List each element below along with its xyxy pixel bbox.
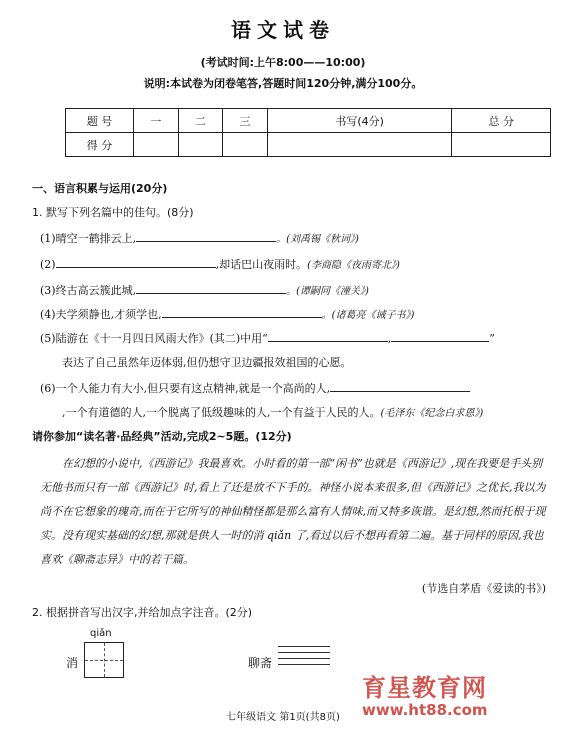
- item-text: ”: [489, 332, 495, 345]
- score-input-cell[interactable]: [267, 133, 451, 157]
- answer-blank[interactable]: [56, 256, 216, 268]
- watermark-url: www.ht88.com: [362, 701, 488, 719]
- score-row-label: 得 分: [66, 133, 134, 157]
- score-table: [65, 108, 551, 157]
- item-text: (3)终古高云簇此城,: [40, 284, 137, 297]
- item-text: (4)夫学须静也,才须学也,: [40, 308, 162, 321]
- item-text: ,: [387, 332, 392, 345]
- item-text: ,一个有道德的人,一个脱离了低级趣味的人,一个有益于人民的人。: [62, 406, 381, 419]
- recitation-item-6-cont: [62, 404, 483, 420]
- passage-paragraph: 在幻想的小说中,《西游记》我最喜欢。小时看的第一部“闲书”也就是《西游记》,现在我要是手头别无他书而只有一部《西游记》时,看上了还是放不下手的。神怪小说本来很多,但《西游记》之优长,我以为尚不在它想象的瑰奇,而在于它所写的神仙精怪都是那么富有人情味,而又特多诙谐。是幻想,然而托根于现实。没有现实基础的幻想,那就是供人一时的消 qiǎn 了,看过以后不想再看第二遍。基于同样的原因,我也喜欢《聊斋志异》中的若干篇。: [40, 457, 546, 566]
- page-footer: 七年级语文 第1页(共8页): [226, 712, 340, 723]
- item-text: (1)晴空一鹤排云上,: [40, 232, 137, 245]
- section-title: 一、语言积累与运用(20分): [32, 182, 168, 195]
- score-table-cell: 一: [134, 109, 179, 133]
- score-table-cell: 二: [178, 109, 223, 133]
- word-prefix: 消: [66, 656, 79, 670]
- answer-blank[interactable]: [162, 306, 322, 318]
- activity-title: 请你参加“读名著·品经典”活动,完成2~5题。(12分): [32, 430, 292, 443]
- item-source: 。(谭嗣同《潼关》): [286, 286, 369, 297]
- answer-blank[interactable]: [391, 330, 489, 342]
- recitation-item-4: [40, 306, 414, 322]
- answer-blank[interactable]: [268, 330, 388, 342]
- question-1-title: 1. 默写下列名篇中的佳句。(8分): [32, 206, 194, 219]
- score-table-cell: 题 号: [66, 109, 134, 133]
- item-source: (李商隐《夜雨寄北》): [307, 260, 400, 271]
- item-text: ,却话巴山夜雨时。: [215, 258, 308, 271]
- pinyin-writing-lines[interactable]: [278, 646, 330, 670]
- answer-blank[interactable]: [136, 282, 286, 294]
- question-2-title: 2. 根据拼音写出汉字,并给加点字注音。(2分): [32, 606, 253, 619]
- pinyin-label: qiǎn: [90, 628, 112, 639]
- exam-time: (考试时间:上午8:00——10:00): [200, 56, 366, 69]
- score-table-score-row: [66, 133, 551, 157]
- item-source: (毛泽东《纪念白求恩》): [380, 408, 484, 419]
- recitation-item-1: [40, 230, 359, 246]
- exam-instructions: 说明:本试卷为闭卷笔答,答题时间120分钟,满分100分。: [143, 77, 423, 90]
- watermark-text: 育星教育网: [362, 674, 487, 702]
- answer-blank[interactable]: [330, 380, 470, 392]
- recitation-item-5: [40, 330, 495, 346]
- passage-source: (节选自茅盾《爱读的书》): [421, 582, 546, 595]
- score-input-cell[interactable]: [134, 133, 179, 157]
- item-source: 。(刘禹锡《秋词》): [276, 234, 359, 245]
- recitation-item-2: [40, 256, 400, 272]
- item-source: 。(诸葛亮《诫子书》): [321, 310, 415, 321]
- recitation-item-6: [40, 380, 470, 396]
- page-title: 语文试卷: [231, 18, 335, 42]
- score-input-cell[interactable]: [223, 133, 268, 157]
- score-input-cell[interactable]: [178, 133, 223, 157]
- answer-blank[interactable]: [136, 230, 276, 242]
- recitation-item-3: [40, 282, 369, 298]
- score-table-cell: 三: [223, 109, 268, 133]
- recitation-item-5-cont: 表达了自己虽然年迈体弱,但仍想守卫边疆报效祖国的心愿。: [62, 356, 352, 369]
- item-text: (6)一个人能力有大小,但只要有这点精神,就是一个高尚的人,: [40, 382, 331, 395]
- score-table-header-row: [66, 109, 551, 133]
- reading-passage: [40, 452, 550, 572]
- score-input-cell[interactable]: [452, 133, 551, 157]
- character-writing-grid[interactable]: [84, 642, 124, 678]
- score-table-cell: 书写(4分): [267, 109, 451, 133]
- score-table-cell: 总 分: [452, 109, 551, 133]
- item-text: (5)陆游在《十一月四日风雨大作》(其二)中用“: [40, 332, 268, 345]
- word-with-dotted-char: 聊斋: [248, 656, 273, 670]
- item-text: (2): [40, 258, 56, 271]
